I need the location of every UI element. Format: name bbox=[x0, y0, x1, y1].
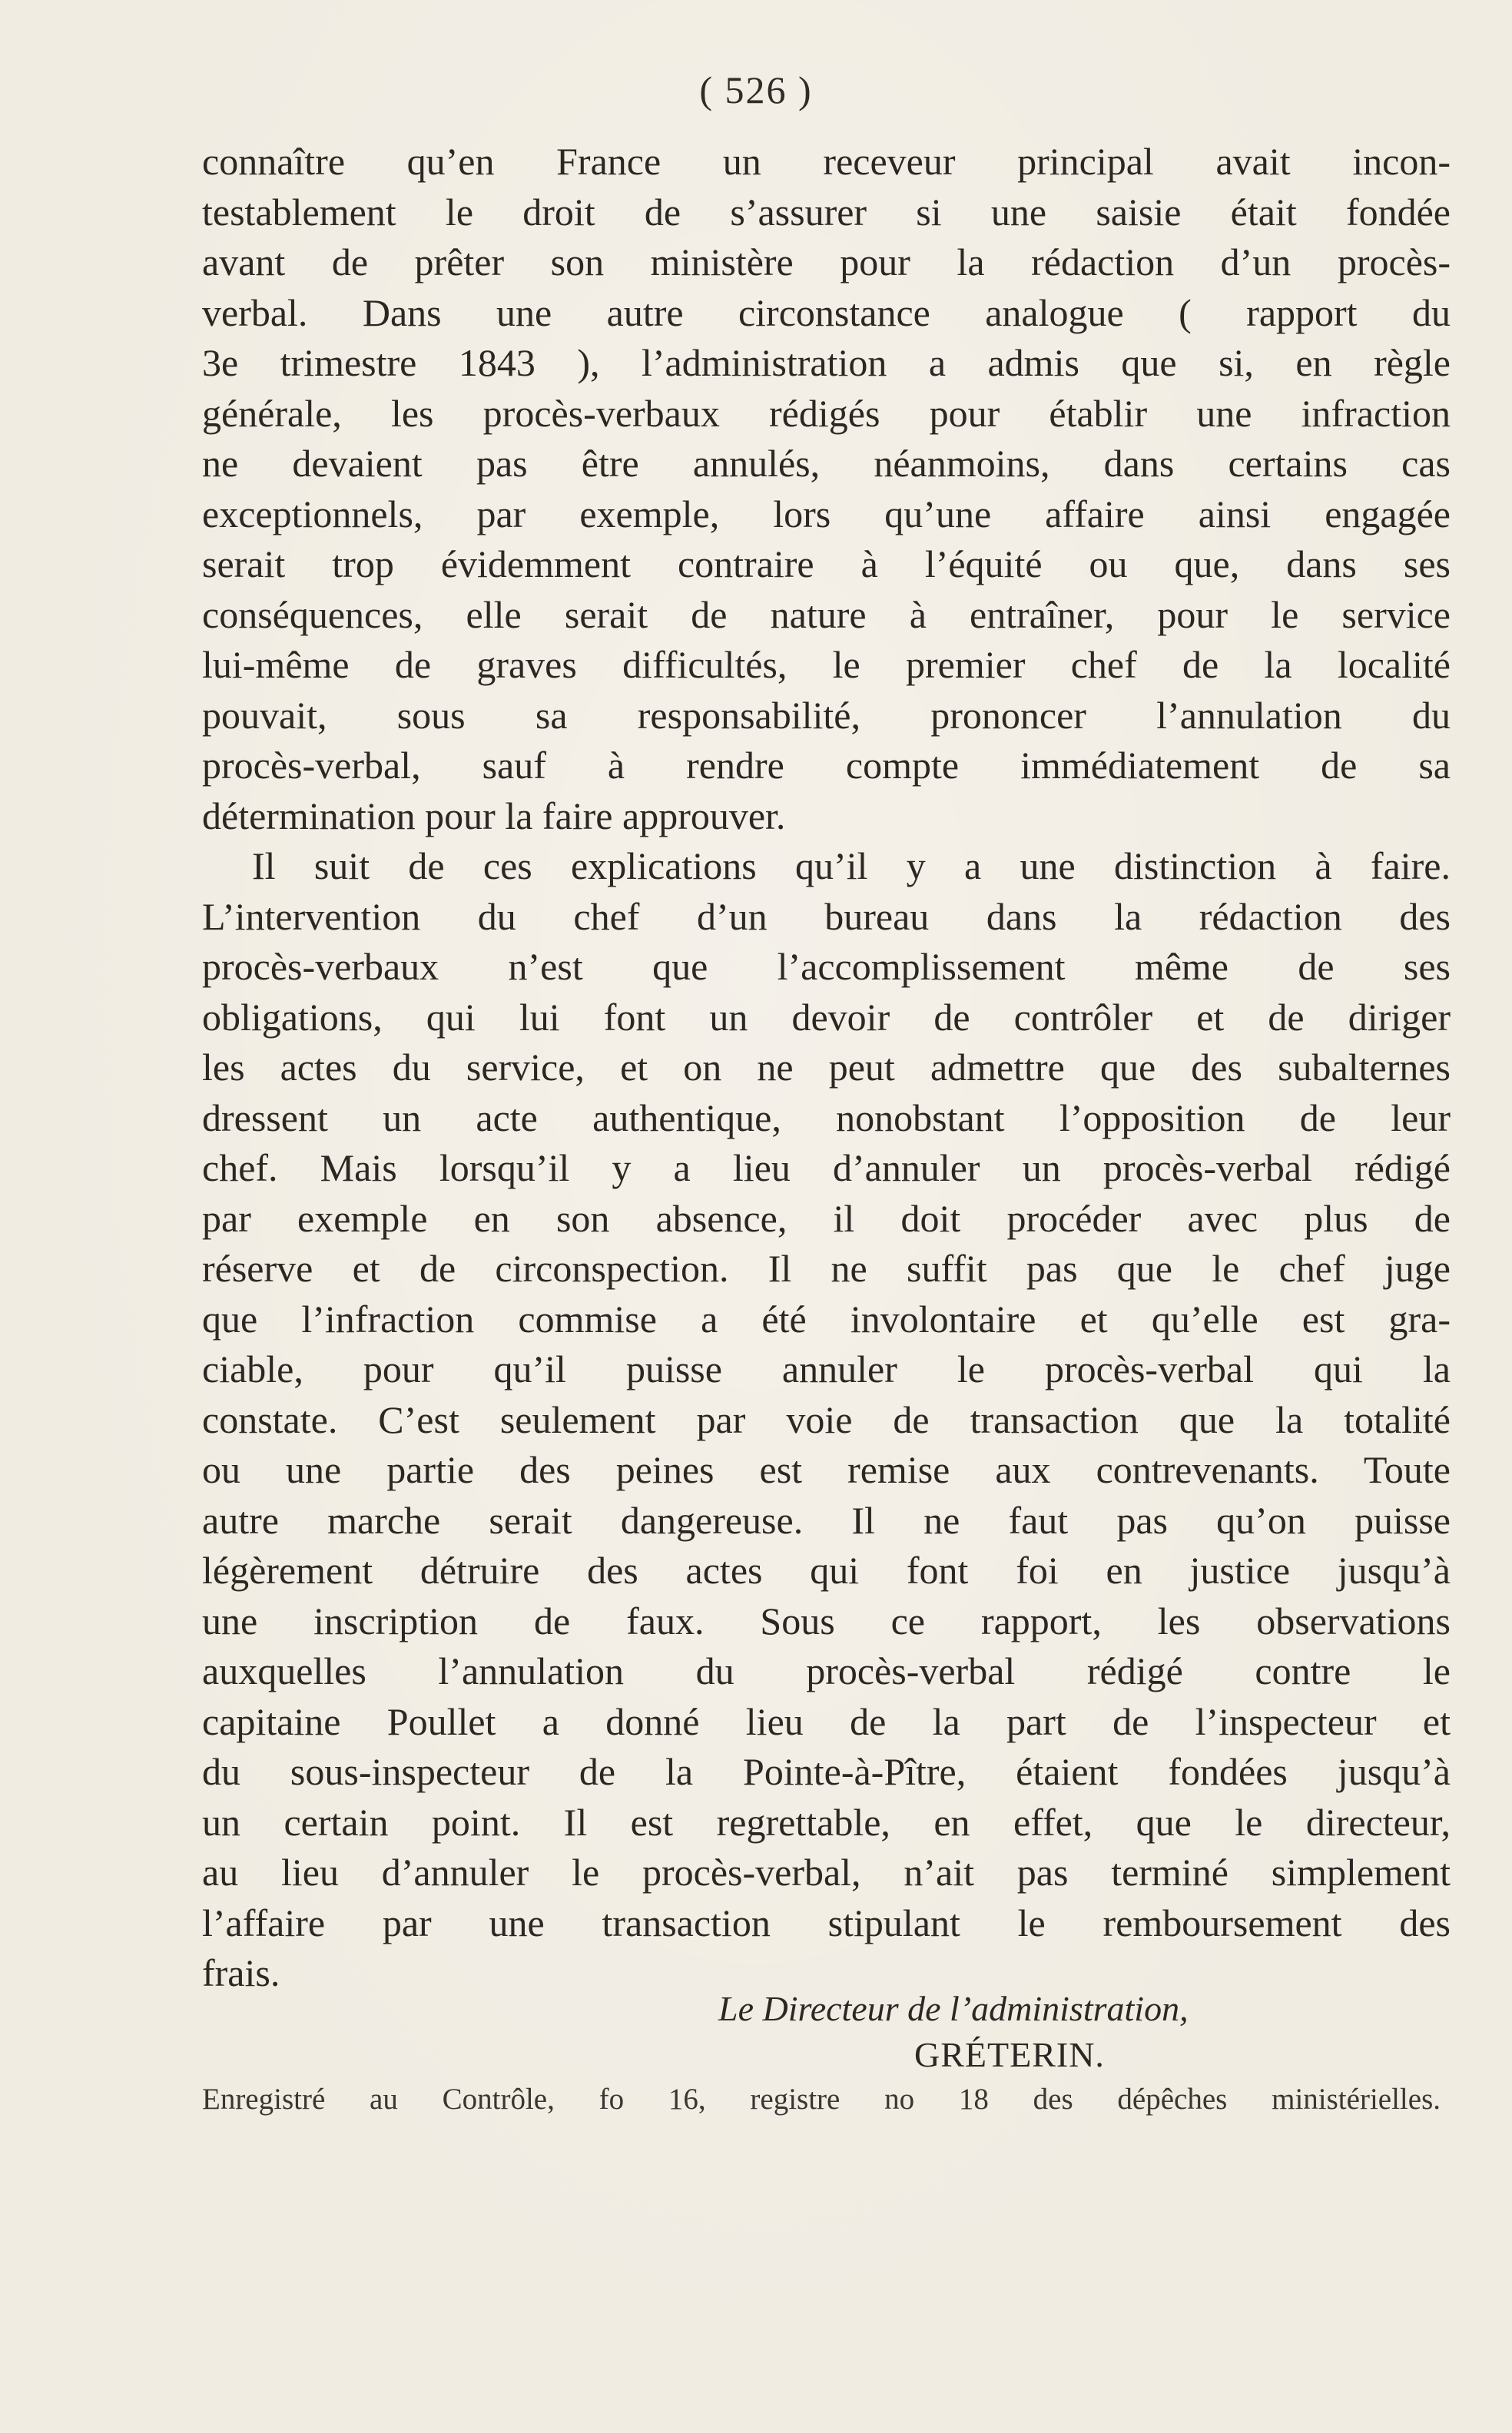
text-line: générale, les procès-verbaux rédigés pour établir une infraction bbox=[202, 391, 1451, 435]
text-line: réserve et de circonspection. Il ne suffit pas que le chef juge bbox=[202, 1247, 1451, 1290]
text-line: obligations, qui lui font un devoir de contrôler et de diriger bbox=[202, 995, 1451, 1039]
signature-title: Le Directeur de l’administration, bbox=[718, 1989, 1189, 2028]
text-line: par exemple en son absence, il doit procéder avec plus de bbox=[202, 1196, 1451, 1240]
text-line: verbal. Dans une autre circonstance analogue ( rapport du bbox=[202, 290, 1451, 334]
text-line: ciable, pour qu’il puisse annuler le procès-verbal qui la bbox=[202, 1347, 1451, 1391]
text-line: une inscription de faux. Sous ce rapport, les observations bbox=[202, 1599, 1451, 1642]
text-line: L’intervention du chef d’un bureau dans la rédaction des bbox=[202, 894, 1451, 938]
text-line: ne devaient pas être annulés, néanmoins, dans certains cas bbox=[202, 442, 1451, 485]
text-line: serait trop évidemment contraire à l’équité ou que, dans ses bbox=[202, 542, 1451, 585]
text-line: Il suit de ces explications qu’il y a une distinction à faire. bbox=[252, 844, 1451, 887]
text-line: constate. C’est seulement par voie de transaction que la totalité bbox=[202, 1397, 1451, 1441]
text-line: autre marche serait dangereuse. Il ne faut pas qu’on puisse bbox=[202, 1498, 1451, 1542]
text-line: procès-verbal, sauf à rendre compte immédiatement de sa bbox=[202, 744, 1451, 787]
registration-note: Enregistré au Contrôle, fo 16, registre no 18 des dépêches ministérielles. bbox=[202, 2083, 1441, 2116]
text-line: conséquences, elle serait de nature à entraîner, pour le service bbox=[202, 592, 1451, 636]
text-line: au lieu d’annuler le procès-verbal, n’ait pas terminé simplement bbox=[202, 1851, 1451, 1894]
text-line: frais. bbox=[202, 1951, 280, 1994]
text-line: capitaine Poullet a donné lieu de la part de l’inspecteur et bbox=[202, 1699, 1451, 1743]
text-line: dressent un acte authentique, nonobstant l’opposition de leur bbox=[202, 1096, 1451, 1139]
signature-name: GRÉTERIN. bbox=[914, 2035, 1105, 2074]
text-line: que l’infraction commise a été involontaire et qu’elle est gra- bbox=[202, 1297, 1451, 1341]
text-line: les actes du service, et on ne peut admettre que des subalternes bbox=[202, 1046, 1451, 1089]
text-line: procès-verbaux n’est que l’accomplissement même de ses bbox=[202, 945, 1451, 988]
text-line: du sous-inspecteur de la Pointe-à-Pître, étaient fondées jusqu’à bbox=[202, 1750, 1451, 1793]
text-line: auxquelles l’annulation du procès-verbal rédigé contre le bbox=[202, 1649, 1451, 1692]
text-line: exceptionnels, par exemple, lors qu’une affaire ainsi engagée bbox=[202, 492, 1451, 535]
text-line: lui-même de graves difficultés, le premier chef de la localité bbox=[202, 643, 1451, 686]
text-line: un certain point. Il est regrettable, en effet, que le directeur, bbox=[202, 1800, 1451, 1844]
text-line: chef. Mais lorsqu’il y a lieu d’annuler un procès-verbal rédigé bbox=[202, 1146, 1451, 1189]
page-number: ( 526 ) bbox=[699, 68, 813, 111]
text-line: détermination pour la faire approuver. bbox=[202, 794, 786, 837]
text-line: pouvait, sous sa responsabilité, prononcer l’annulation du bbox=[202, 693, 1451, 737]
text-line: avant de prêter son ministère pour la rédaction d’un procès- bbox=[202, 240, 1451, 283]
text-line: 3e trimestre 1843 ), l’administration a admis que si, en règle bbox=[202, 341, 1451, 384]
text-line: testablement le droit de s’assurer si une saisie était fondée bbox=[202, 190, 1451, 234]
text-line: l’affaire par une transaction stipulant le remboursement des bbox=[202, 1901, 1451, 1944]
body-text bbox=[202, 137, 1451, 1999]
text-line: légèrement détruire des actes qui font foi en justice jusqu’à bbox=[202, 1549, 1451, 1592]
text-line: connaître qu’en France un receveur principal avait incon- bbox=[202, 140, 1451, 183]
text-line: ou une partie des peines est remise aux contrevenants. Toute bbox=[202, 1448, 1451, 1491]
